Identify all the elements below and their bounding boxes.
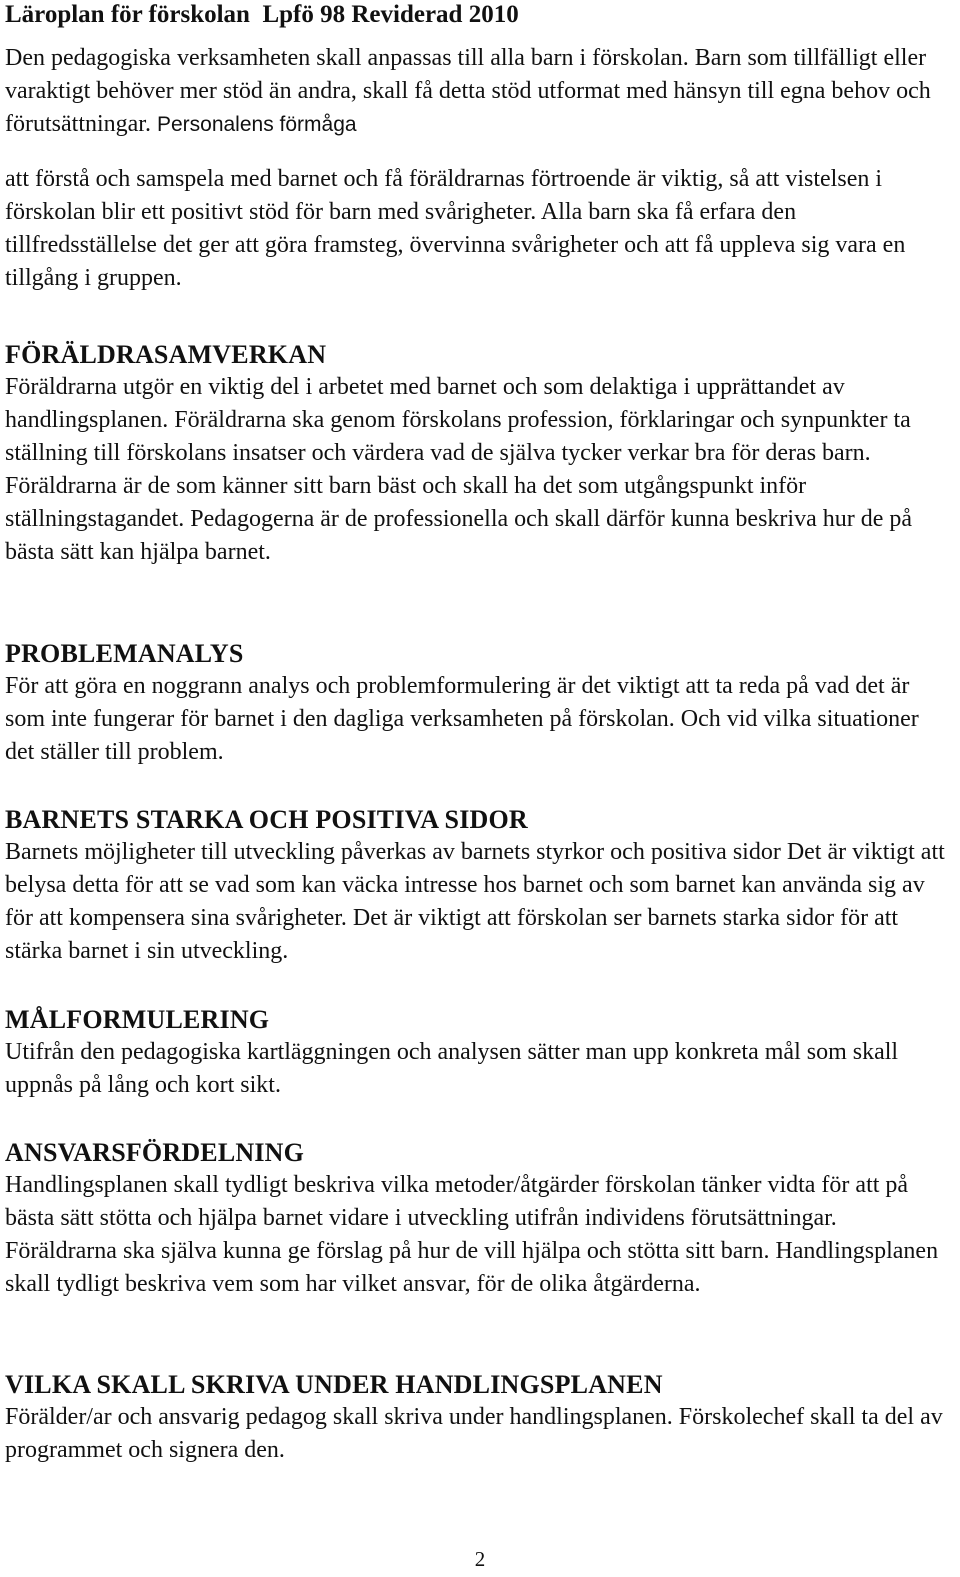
continuation-paragraph (5, 163, 950, 295)
intro-sans-text: Personalens förmåga (156, 113, 357, 136)
section-body: Förälder/ar och ansvarig pedagog skall skriva under handlingsplanen. Förskolechef skall ta del av programmet och signera den. (5, 1404, 943, 1463)
section-barnets-starka-sidor (5, 803, 950, 968)
section-body: Föräldrarna utgör en viktig del i arbetet med barnet och som delaktiga i upprättandet av handlingsplanen. Föräldrarna ska genom förskolans profession, förklaringar och synpunkter ta ställning till förskolans insatser och värdera vad de själva tycker verkar bra för deras barn. Föräldrarna är de som känner sitt barn bäst och skall ha det som utgångspunkt inför ställningstagandet. Pedagogerna är de professionella och skall därför kunna beskriva hur de på bästa sätt kan hjälpa barnet. (5, 374, 913, 565)
section-body: För att göra en noggrann analys och problemformulering är det viktigt att ta reda på vad det är som inte fungerar för barnet i den dagliga verksamheten på förskolan. Och vid vilka situationer det ställer till problem. (5, 673, 919, 765)
section-heading: PROBLEMANALYS (5, 639, 244, 668)
section-malformulering (5, 1003, 950, 1102)
section-foraldrasamverkan (5, 338, 950, 569)
continuation-text: att förstå och samspela med barnet och få föräldrarnas förtroende är viktig, så att vistelsen i förskolan blir ett positivt stöd för barn med svårigheter. Alla barn ska få erfara den tillfredsställelse det ger att göra framsteg, övervinna svårigheter och att få uppleva sig vara en tillgång i gruppen. (5, 166, 906, 291)
section-body: Barnets möjligheter till utveckling påverkas av barnets styrkor och positiva sidor Det är viktigt att belysa detta för att se vad som kan väcka intresse hos barnet och som barnet kan använda sig av för att kompensera sina svårigheter. Det är viktigt att förskolan ser barnets starka sidor för att stärka barnet i sin utveckling. (5, 839, 945, 964)
intro-paragraph (5, 42, 950, 141)
section-ansvarsfordelning (5, 1136, 950, 1301)
section-heading: BARNETS STARKA OCH POSITIVA SIDOR (5, 805, 528, 834)
document-title: Läroplan för förskolan Lpfö 98 Reviderad 2010 (5, 1, 519, 28)
section-vilka-skall-skriva (5, 1368, 950, 1467)
section-problemanalys (5, 637, 950, 769)
section-body: Handlingsplanen skall tydligt beskriva vilka metoder/åtgärder förskolan tänker vidta för att på bästa sätt stötta och hjälpa barnet vidare i utveckling utifrån individens förutsättningar. Föräldrarna ska själva kunna ge förslag på hur de vill hjälpa och stötta sitt barn. Handlingsplanen skall tydligt beskriva vem som har vilket ansvar, för de olika åtgärderna. (5, 1172, 939, 1297)
section-heading: FÖRÄLDRASAMVERKAN (5, 340, 327, 369)
section-body: Utifrån den pedagogiska kartläggningen och analysen sätter man upp konkreta mål som skall uppnås på lång och kort sikt. (5, 1039, 899, 1098)
section-heading: VILKA SKALL SKRIVA UNDER HANDLINGSPLANEN (5, 1370, 663, 1399)
section-heading: ANSVARSFÖRDELNING (5, 1138, 305, 1167)
intro-serif-text: Den pedagogiska verksamheten skall anpassas till alla barn i förskolan. Barn som tillfälligt eller varaktigt behöver mer stöd än andra, skall få detta stöd utformat med hänsyn till egna behov och förutsättningar. (5, 45, 931, 137)
section-heading: MÅLFORMULERING (5, 1005, 270, 1034)
page-number: 2 (474, 1547, 486, 1571)
